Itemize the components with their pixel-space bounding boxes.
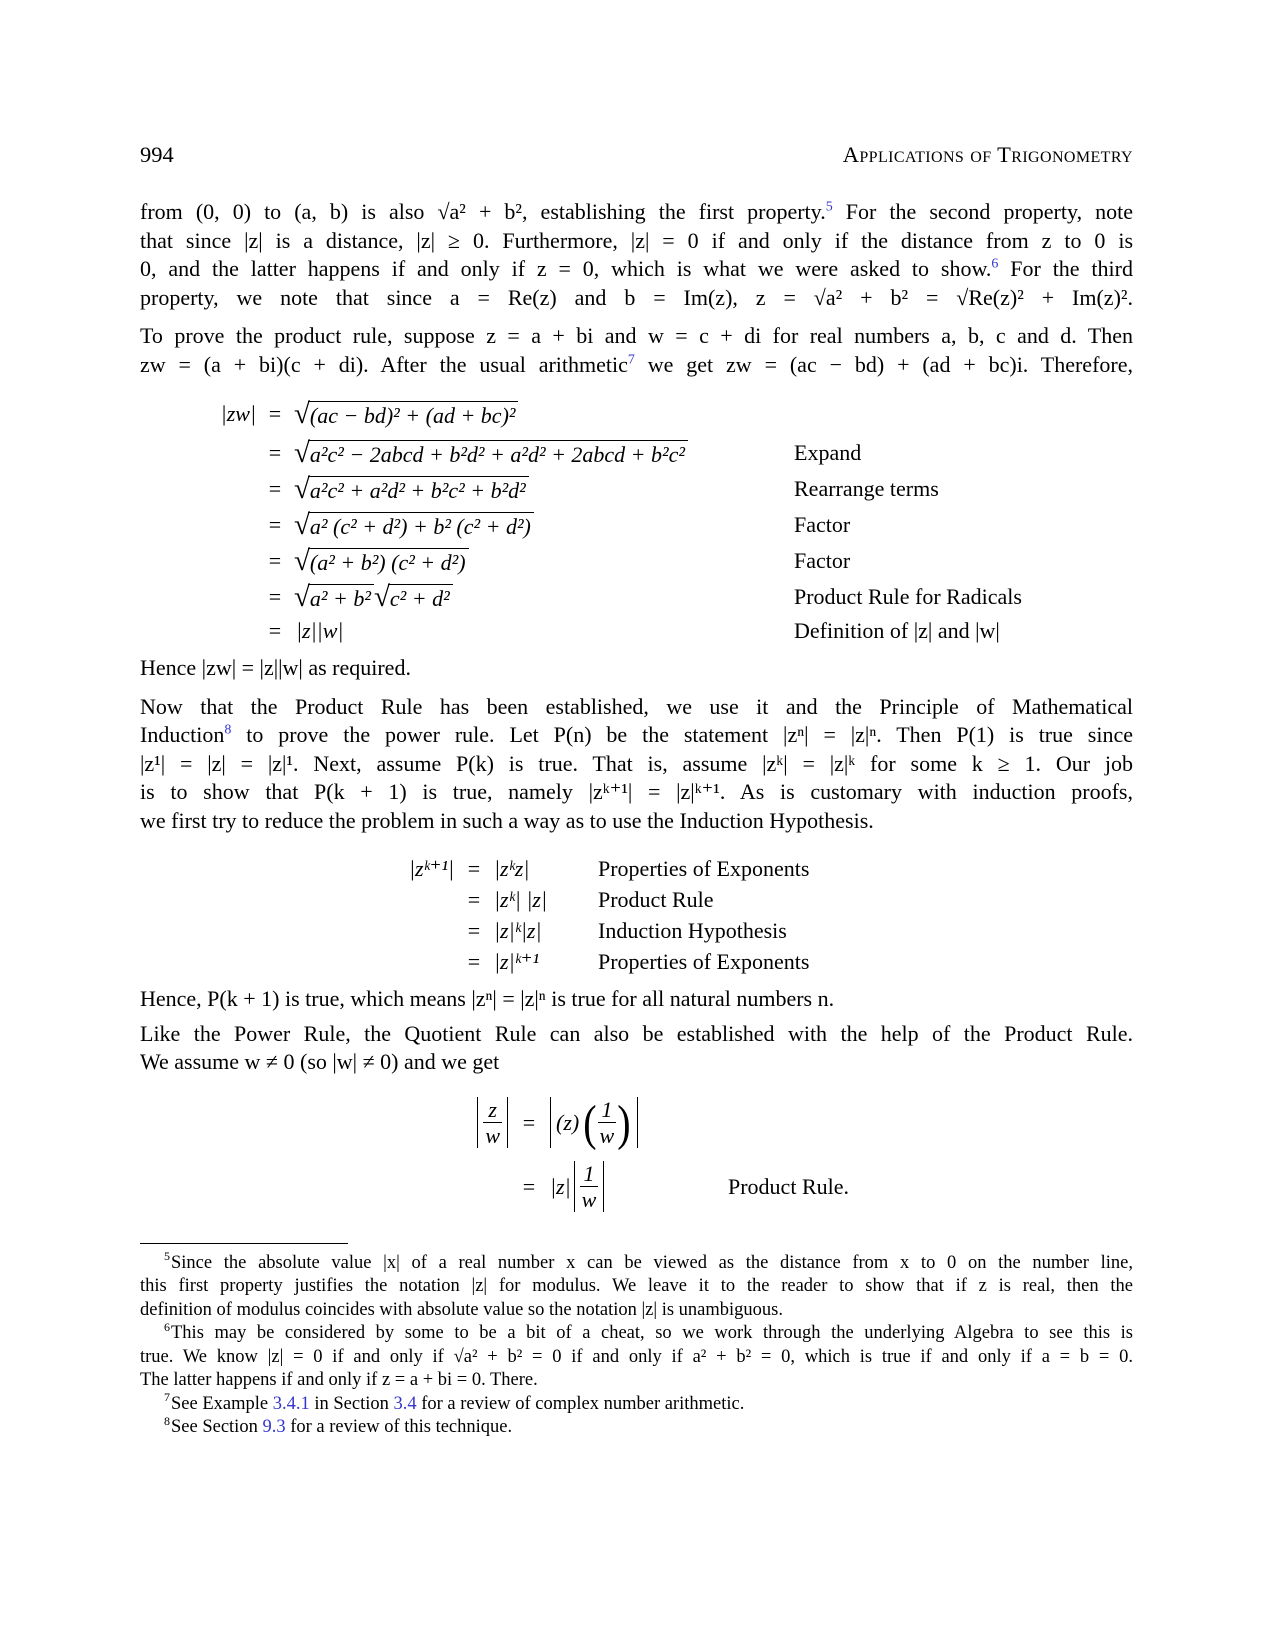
equals-sign: = xyxy=(268,476,282,501)
paragraph xyxy=(140,1020,1133,1077)
math-text: |z| xyxy=(550,1173,571,1199)
equation-annotation: Factor xyxy=(794,548,851,573)
footnote-marker-5[interactable]: 5 xyxy=(825,199,833,215)
equation-expression: |zᵏz| xyxy=(494,855,530,881)
text-line: Hence, P(k + 1) is true, which means |zⁿ| = |z|ⁿ is true for all natural numbers n. xyxy=(140,986,835,1011)
radicand: (ac − bd)² + (ad + bc)² xyxy=(308,401,519,427)
fraction-numerator: 1 xyxy=(601,1096,613,1122)
text-line xyxy=(140,721,1133,750)
equation-lhs: |zᵏ⁺¹| xyxy=(408,855,454,881)
paragraph xyxy=(140,198,1133,312)
footnote-rule xyxy=(140,1243,348,1244)
text-segment: For the third xyxy=(998,256,1133,281)
right-parenthesis: ) xyxy=(617,1093,631,1150)
footnote-line xyxy=(140,1249,1133,1276)
equation-annotation: Rearrange terms xyxy=(794,476,939,501)
text-line: We assume w ≠ 0 (so |w| ≠ 0) and we get xyxy=(140,1049,500,1074)
footnote-number-8: 8 xyxy=(164,1413,170,1428)
equation-expression xyxy=(294,581,794,613)
equation-row xyxy=(216,393,1133,435)
equals-sign: = xyxy=(268,548,282,573)
equation-expression xyxy=(550,1093,728,1150)
equals-sign: = xyxy=(467,886,481,912)
equation-expression xyxy=(294,437,794,469)
text-line: we first try to reduce the problem in such a way as to use the Induction Hypothesis. xyxy=(140,807,874,833)
radical-sign: √ xyxy=(294,398,310,430)
radicand: a² (c² + d²) + b² (c² + d²) xyxy=(308,512,534,538)
equation-expression xyxy=(550,1161,728,1213)
text-segment: from (0, 0) to (a, b) is also √a² + b², establishing the first property. xyxy=(140,199,826,224)
footnote-line xyxy=(140,1413,1133,1440)
footnote-marker-7[interactable]: 7 xyxy=(627,352,635,368)
footnote-number-6: 6 xyxy=(164,1319,170,1334)
page-number: 994 xyxy=(140,142,174,167)
running-title: Applications of Trigonometry xyxy=(842,142,1133,167)
equation-row xyxy=(438,1157,1133,1217)
radical-sign: √ xyxy=(294,437,310,469)
page-header xyxy=(140,142,1133,168)
text-line: is to show that P(k + 1) is true, namely |zᵏ⁺¹| = |z|ᵏ⁺¹. As is customary with induction proofs, xyxy=(140,779,1133,804)
math-text: (z) xyxy=(556,1109,580,1135)
text-segment: 0, and the latter happens if and only if z = 0, which is what we were asked to show. xyxy=(140,256,992,281)
footnote-line xyxy=(140,1390,1133,1417)
footnote-line: this first property justifies the notation |z| for modulus. We leave it to the reader to show that if z is real, then the xyxy=(140,1276,1133,1296)
link-section-3-4[interactable]: 3.4 xyxy=(393,1393,417,1414)
text-line: property, we note that since a = Re(z) and b = Im(z), z = √a² + b² = √Re(z)² + Im(z)². xyxy=(140,284,1133,310)
absolute-value-bars xyxy=(574,1161,605,1213)
text-segment: for a review of complex number arithmetic. xyxy=(416,1393,745,1414)
equation-lhs: |zw| xyxy=(220,401,256,426)
text-line xyxy=(140,198,1133,227)
footnote-number-7: 7 xyxy=(164,1390,170,1405)
radical-sign: √ xyxy=(373,581,390,613)
induction-derivation xyxy=(388,853,1133,977)
text-line: To prove the product rule, suppose z = a + bi and w = c + di for real numbers a, b, c and d. Then xyxy=(140,323,1133,348)
left-parenthesis: ( xyxy=(583,1093,597,1150)
equation-annotation: Expand xyxy=(794,440,862,465)
text-segment: See Section xyxy=(171,1417,263,1437)
equation-row xyxy=(216,507,1133,543)
footnote-8 xyxy=(140,1413,1133,1440)
link-example-3-4-1[interactable]: 3.4.1 xyxy=(272,1393,310,1414)
radical-sign: √ xyxy=(294,581,310,613)
text-segment: Induction xyxy=(140,722,225,747)
absolute-value-bars xyxy=(550,1093,638,1150)
footnote-7 xyxy=(140,1390,1133,1417)
equation-expression xyxy=(294,398,794,430)
text-line xyxy=(140,255,1133,284)
radicand: c² + d² xyxy=(388,584,453,610)
math-text: |z||w| xyxy=(296,617,344,643)
equals-sign: = xyxy=(268,584,282,609)
equation-annotation: Factor xyxy=(794,512,851,537)
equation-expression xyxy=(294,509,794,541)
footnote-line: true. We know |z| = 0 if and only if √a² + b² = 0 if and only if a² + b² = 0, which is true if and only if a = b = 0. xyxy=(140,1346,1133,1367)
text-segment: we get zw = (ac − bd) + (ad + bc)i. Therefore, xyxy=(634,351,1133,377)
text-line: that since |z| is a distance, |z| ≥ 0. Furthermore, |z| = 0 if and only if the distance from z to 0 is xyxy=(140,227,1133,253)
paragraph xyxy=(140,322,1133,379)
radical-sign: √ xyxy=(294,545,310,577)
text-segment: in Section xyxy=(309,1393,394,1414)
equation-row xyxy=(216,579,1133,615)
fraction-denominator: w xyxy=(581,1187,597,1212)
equation-expression xyxy=(294,618,794,644)
equation-row xyxy=(388,884,1133,915)
text-line: Hence |zw| = |z||w| as required. xyxy=(140,655,411,680)
equation-annotation: Product Rule. xyxy=(728,1173,849,1199)
equation-row xyxy=(388,915,1133,946)
equation-annotation: Product Rule for Radicals xyxy=(794,584,1022,609)
quotient-rule-derivation xyxy=(438,1089,1133,1217)
text-line xyxy=(140,351,1133,380)
radical-sign: √ xyxy=(294,509,310,541)
text-line: Now that the Product Rule has been established, we use it and the Principle of Mathematical xyxy=(140,693,1133,719)
equation-annotation: Definition of |z| and |w| xyxy=(794,617,1000,643)
equation-row xyxy=(216,471,1133,507)
text-segment: Since the absolute value |x| of a real number x can be viewed as the distance from x to 0 on the number line, xyxy=(171,1252,1133,1273)
fraction xyxy=(598,1097,617,1149)
equals-sign: = xyxy=(268,401,282,426)
footnote-marker-6[interactable]: 6 xyxy=(991,256,999,272)
footnote-line: definition of modulus coincides with absolute value so the notation |z| is unambiguous. xyxy=(140,1299,783,1320)
footnote-number-5: 5 xyxy=(164,1249,170,1264)
footnote-line xyxy=(140,1319,1133,1346)
equation-lhs xyxy=(438,1097,508,1149)
equation-row xyxy=(388,853,1133,884)
equals-sign: = xyxy=(467,855,481,881)
radicand: a² + b² xyxy=(308,584,374,610)
text-segment: This may be considered by some to be a bit of a cheat, so we work through the underlying Algebra to see this is xyxy=(171,1323,1133,1343)
fraction-numerator: z xyxy=(488,1096,497,1122)
equation-expression: |z|ᵏ|z| xyxy=(494,917,542,943)
equals-sign: = xyxy=(268,617,282,643)
equals-sign: = xyxy=(268,440,282,465)
radicand: (a² + b²) (c² + d²) xyxy=(308,548,469,574)
equation-row xyxy=(216,615,1133,646)
equation-annotation: Properties of Exponents xyxy=(598,948,810,974)
radicand: a²c² + a²d² + b²c² + b²d² xyxy=(308,476,529,502)
text-segment: for a review of this technique. xyxy=(285,1417,513,1437)
equals-sign: = xyxy=(522,1173,536,1199)
text-segment: For the second property, note xyxy=(832,199,1133,224)
text-segment: to prove the power rule. Let P(n) be the statement |zⁿ| = |z|ⁿ. Then P(1) is true since xyxy=(231,722,1133,747)
footnote-line: The latter happens if and only if z = a + bi = 0. There. xyxy=(140,1370,538,1390)
equation-row xyxy=(216,435,1133,471)
equation-annotation: Properties of Exponents xyxy=(598,855,810,881)
equation-expression xyxy=(294,473,794,505)
text-segment: See Example xyxy=(171,1393,273,1414)
equation-row xyxy=(388,946,1133,977)
product-rule-derivation xyxy=(216,393,1133,646)
fraction-numerator: 1 xyxy=(583,1160,595,1186)
equation-expression xyxy=(294,545,794,577)
equals-sign: = xyxy=(268,512,282,537)
text-line: |z¹| = |z| = |z|¹. Next, assume P(k) is true. That is, assume |zᵏ| = |z|ᵏ for some k ≥ 1. Our job xyxy=(140,750,1133,776)
equals-sign: = xyxy=(522,1109,536,1135)
equation-row xyxy=(216,543,1133,579)
footnote-5 xyxy=(140,1249,1133,1323)
text-line: Like the Power Rule, the Quotient Rule can also be established with the help of the Product Rule. xyxy=(140,1020,1133,1046)
equation-annotation: Induction Hypothesis xyxy=(598,917,787,943)
fraction xyxy=(580,1161,599,1213)
equals-sign: = xyxy=(467,917,481,943)
equation-row xyxy=(438,1089,1133,1157)
equals-sign: = xyxy=(467,948,481,974)
equation-annotation: Product Rule xyxy=(598,886,714,912)
text-segment: zw = (a + bi)(c + di). After the usual arithmetic xyxy=(140,351,628,377)
absolute-value-bars xyxy=(477,1097,508,1149)
footnotes-section xyxy=(140,1249,1133,1440)
fraction-denominator: w xyxy=(599,1123,615,1148)
footnote-6 xyxy=(140,1319,1133,1393)
fraction xyxy=(483,1097,502,1149)
equation-expression: |zᵏ| |z| xyxy=(494,886,548,912)
link-section-9-3[interactable]: 9.3 xyxy=(262,1417,286,1437)
radical-sign: √ xyxy=(294,473,310,505)
radicand: a²c² − 2abcd + b²d² + a²d² + 2abcd + b²c² xyxy=(308,440,688,466)
fraction-denominator: w xyxy=(485,1123,500,1148)
equation-expression: |z|ᵏ⁺¹ xyxy=(494,948,540,974)
paragraph xyxy=(140,693,1133,836)
footnote-marker-8[interactable]: 8 xyxy=(224,722,232,738)
